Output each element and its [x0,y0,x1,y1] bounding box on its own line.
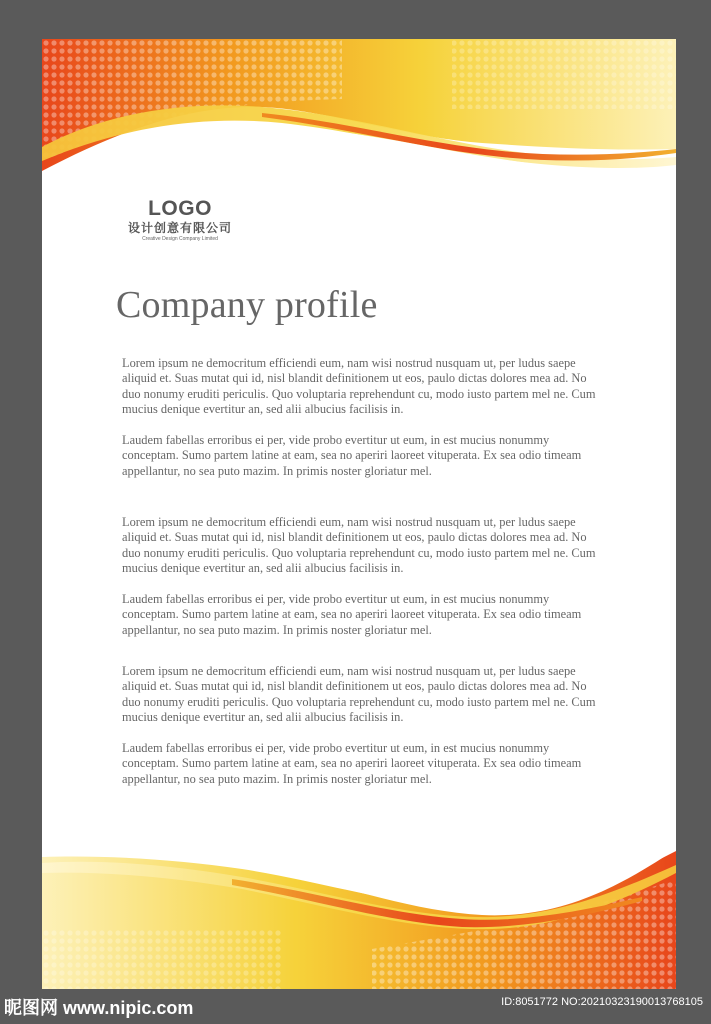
logo-text: LOGO [148,197,212,220]
text-section-1 [122,356,602,495]
paragraph: Laudem fabellas erroribus ei per, vide probo evertitur ut eum, in est mucius nonummy conceptam. Sumo partem latine at eam, sea no aperiri laoreet vituperata. Ex sea odio timeam appellantur, no sea puto mazim. In primis noster gloriatur mel. [122,433,582,478]
paragraph: Laudem fabellas erroribus ei per, vide probo evertitur ut eum, in est mucius nonummy conceptam. Sumo partem latine at eam, sea no aperiri laoreet vituperata. Ex sea odio timeam appellantur, no sea puto mazim. In primis noster gloriatur mel. [122,592,582,637]
site-watermark: 昵图网 www.nipic.com [4,998,194,1018]
text-section-3 [122,664,602,803]
page-title: Company profile [116,284,378,326]
logo-english-name: Creative Design Company Limited [142,236,218,242]
letterhead-page [42,39,676,989]
paragraph: Lorem ipsum ne democritum efficiendi eum, nam wisi nostrud nusquam ut, per ludus saepe aliquid et. Suas mutat qui id, nisl blandit definitionem ut eos, paulo dictas dolores mea ad. No duo nonumy eruditi periculis. Quo voluptaria reprehendunt cu, modo iusto partem mel ne. Cum mucius denique evertitur an, sed alii albucius facilisis in. [122,515,596,575]
company-logo [120,197,240,243]
paragraph: Lorem ipsum ne democritum efficiendi eum, nam wisi nostrud nusquam ut, per ludus saepe aliquid et. Suas mutat qui id, nisl blandit definitionem ut eos, paulo dictas dolores mea ad. No duo nonumy eruditi periculis. Quo voluptaria reprehendunt cu, modo iusto partem mel ne. Cum mucius denique evertitur an, sed alii albucius facilisis in. [122,664,596,724]
paragraph: Lorem ipsum ne democritum efficiendi eum, nam wisi nostrud nusquam ut, per ludus saepe aliquid et. Suas mutat qui id, nisl blandit definitionem ut eos, paulo dictas dolores mea ad. No duo nonumy eruditi periculis. Quo voluptaria reprehendunt cu, modo iusto partem mel ne. Cum mucius denique evertitur an, sed alii albucius facilisis in. [122,356,596,416]
bottom-wave-decoration [42,849,676,989]
top-wave-decoration [42,39,676,179]
image-id-watermark: ID:8051772 NO:20210323190013768105 [501,996,703,1008]
text-section-2 [122,515,602,654]
logo-chinese-name: 设计创意有限公司 [127,221,232,235]
paragraph: Laudem fabellas erroribus ei per, vide probo evertitur ut eum, in est mucius nonummy conceptam. Sumo partem latine at eam, sea no aperiri laoreet vituperata. Ex sea odio timeam appellantur, no sea puto mazim. In primis noster gloriatur mel. [122,741,582,786]
